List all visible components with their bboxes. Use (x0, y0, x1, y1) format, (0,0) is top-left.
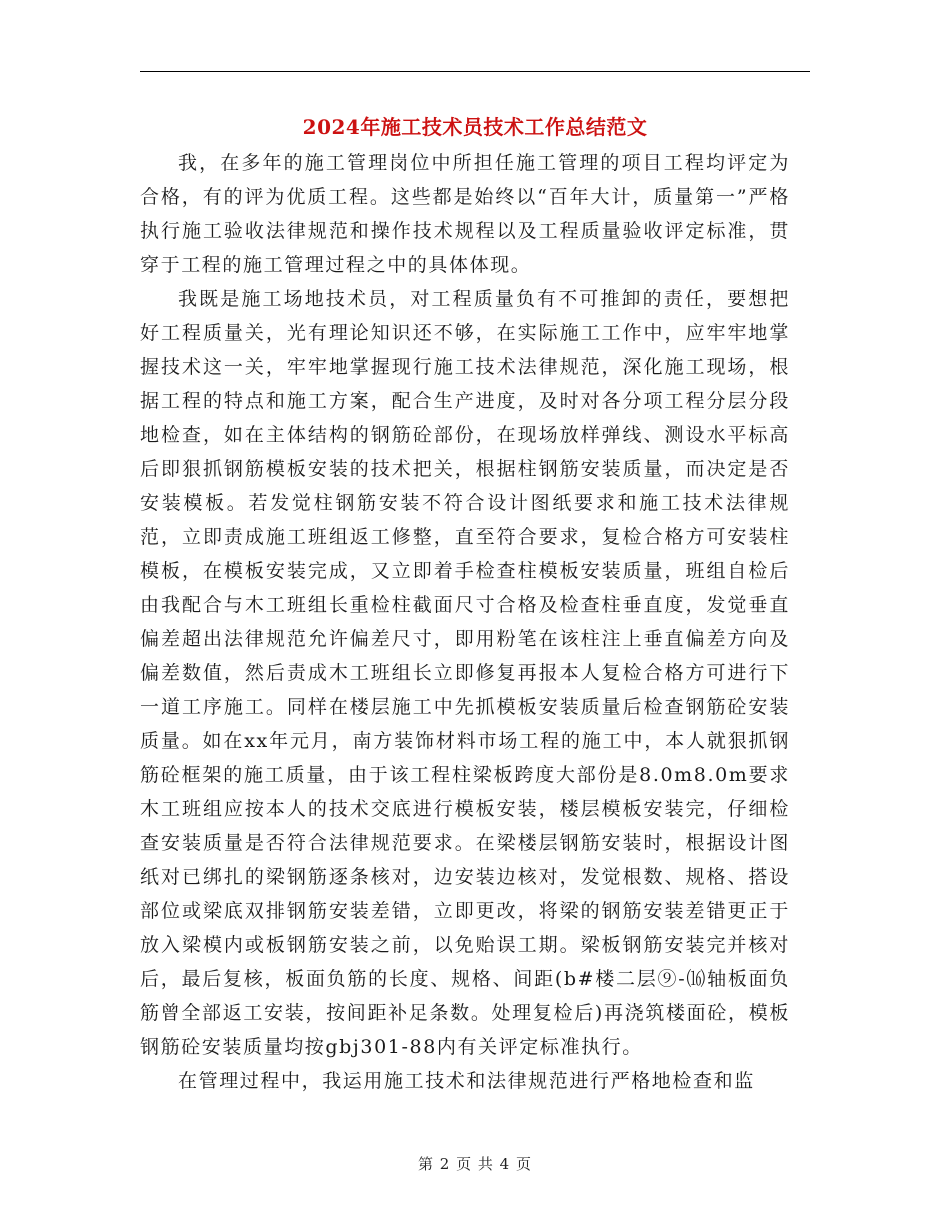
document-title: 2024年施工技术员技术工作总结范文 (302, 115, 648, 139)
paragraph-2: 我既是施工场地技术员，对工程质量负有不可推卸的责任，要想把好工程质量关，光有理论知识还不够，在实际施工工作中，应牢牢地掌握技术这一关，牢牢地掌握现行施工技术法律规范，深化施工现场，根据工程的特点和施工方案，配合生产进度，及时对各分项工程分层分段地检查，如在主体结构的钢筋砼部份，在现场放样弹线、测设水平标高后即狠抓钢筋模板安装的技术把关，根据柱钢筋安装质量，而决定是否安装模板。若发觉柱钢筋安装不符合设计图纸要求和施工技术法律规范，立即责成施工班组返工修整，直至符合要求，复检合格方可安装柱模板，在模板安装完成，又立即着手检查柱模板安装质量，班组自检后由我配合与木工班组长重检柱截面尺寸合格及检查柱垂直度，发觉垂直偏差超出法律规范允许偏差尺寸，即用粉笔在该柱注上垂直偏差方向及偏差数值，然后责成木工班组长立即修复再报本人复检合格方可进行下一道工序施工。同样在楼层施工中先抓模板安装质量后检查钢筋砼安装质量。如在xx年元月，南方装饰材料市场工程的施工中，本人就狠抓钢筋砼框架的施工质量，由于该工程柱梁板跨度大部份是8.0m8.0m要求木工班组应按本人的技术交底进行模板安装，楼层模板安装完，仔细检查安装质量是否符合法律规范要求。在梁楼层钢筋安装时，根据设计图纸对已绑扎的梁钢筋逐条核对，边安装边核对，发觉根数、规格、搭设部位或梁底双排钢筋安装差错，立即更改，将梁的钢筋安装差错更正于放入梁模内或板钢筋安装之前，以免贻误工期。梁板钢筋安装完并核对后，最后复核，板面负筋的长度、规格、间距(b#楼二层⑨-⒃轴板面负筋曾全部返工安装，按间距补足条数。处理复检后)再浇筑楼面砼，模板钢筋砼安装质量均按gbj301-88内有关评定标准执行。 (140, 288, 790, 1058)
document-body (140, 146, 790, 1098)
paragraph-1: 我，在多年的施工管理岗位中所担任施工管理的项目工程均评定为合格，有的评为优质工程。这些都是始终以“百年大计，质量第一”严格执行施工验收法律规范和操作技术规程以及工程质量验收评定标准，贯穿于工程的施工管理过程之中的具体体现。 (140, 152, 790, 276)
paragraph-3: 在管理过程中，我运用施工技术和法律规范进行严格地检查和监 (178, 1070, 755, 1092)
header-rule (140, 71, 810, 72)
page-number-footer: 第 2 页 共 4 页 (418, 1155, 532, 1173)
